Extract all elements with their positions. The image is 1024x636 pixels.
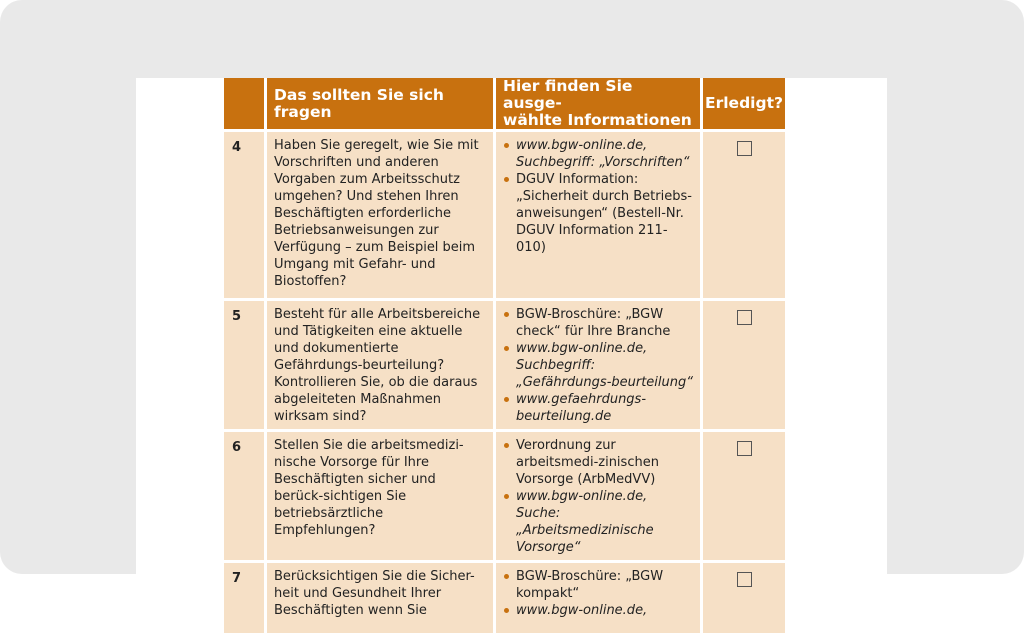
- header-info: [496, 78, 700, 132]
- row-question: Besteht für alle Arbeitsbereiche und Tätigkeiten eine aktuelle und dokumentierte Gefährdungs-beurteilung? Kontrollieren Sie, ob die daraus abgeleiteten Maßnahmen wirksam sind?: [267, 301, 493, 432]
- row-done: [703, 301, 785, 432]
- bullet-icon: [504, 574, 509, 579]
- bullet-icon: [504, 346, 509, 351]
- bullet-icon: [504, 494, 509, 499]
- info-link[interactable]: www.bgw-online.de, Suche: „Arbeitsmedizinische Vorsorge“: [516, 489, 654, 555]
- table-header-row: [224, 78, 785, 132]
- row-question: Haben Sie geregelt, wie Sie mit Vorschriften und anderen Vorgaben zum Arbeitsschutz umgehen? Und stehen Ihren Beschäftigten erforderliche Betriebsanweisungen zur Verfügung – zum Beispiel beim Umgang mit Gefahr- und Biostoffen?: [267, 132, 493, 301]
- info-item[interactable]: [502, 602, 694, 619]
- row-number: 5: [224, 301, 264, 432]
- info-link[interactable]: www.bgw-online.de,: [516, 603, 648, 618]
- bullet-icon: [504, 143, 509, 148]
- info-link[interactable]: www.bgw-online.de, Suchbegriff: „Gefährdungs-beurteilung“: [516, 341, 693, 390]
- document-page: [136, 77, 887, 618]
- row-info: [496, 563, 700, 636]
- bullet-icon: [504, 608, 509, 613]
- info-item[interactable]: [502, 137, 694, 171]
- info-item[interactable]: [502, 340, 694, 391]
- row-question: Berücksichtigen Sie die Sicher-heit und Gesundheit Ihrer Beschäftigten wenn Sie: [267, 563, 493, 636]
- row-number: 7: [224, 563, 264, 636]
- header-question: Das sollten Sie sich fragen: [267, 78, 493, 132]
- info-list: [502, 137, 694, 256]
- info-link[interactable]: www.bgw-online.de, Suchbegriff: „Vorschriften“: [516, 138, 690, 170]
- header-done: Erledigt?: [703, 78, 785, 132]
- info-text: Verordnung zur arbeitsmedi-zinischen Vorsorge (ArbMedVV): [516, 438, 659, 487]
- info-text: DGUV Information: „Sicherheit durch Betriebs-anweisungen“ (Bestell-Nr. DGUV Information 211-010): [516, 172, 692, 255]
- header-number-cell: [224, 78, 264, 132]
- done-checkbox[interactable]: [737, 141, 752, 156]
- info-item: [502, 568, 694, 602]
- row-question: Stellen Sie die arbeitsmedizi-nische Vorsorge für Ihre Beschäftigten sicher und berück-sichtigen Sie betriebsärztliche Empfehlungen?: [267, 432, 493, 563]
- done-checkbox[interactable]: [737, 441, 752, 456]
- bullet-icon: [504, 312, 509, 317]
- table-row: [224, 132, 785, 301]
- info-text: BGW-Broschüre: „BGW kompakt“: [516, 569, 664, 601]
- bullet-icon: [504, 177, 509, 182]
- table-row: [224, 301, 785, 432]
- bullet-icon: [504, 443, 509, 448]
- row-info: [496, 301, 700, 432]
- info-item[interactable]: [502, 391, 694, 425]
- info-item: [502, 306, 694, 340]
- row-info: [496, 432, 700, 563]
- info-list: [502, 437, 694, 556]
- info-item: [502, 437, 694, 488]
- info-link[interactable]: www.gefaehrdungs-beurteilung.de: [516, 392, 647, 424]
- table-row: [224, 432, 785, 563]
- row-number: 6: [224, 432, 264, 563]
- row-done: [703, 563, 785, 636]
- info-text: BGW-Broschüre: „BGW check“ für Ihre Branche: [516, 307, 671, 339]
- row-done: [703, 432, 785, 563]
- info-list: [502, 568, 694, 619]
- done-checkbox[interactable]: [737, 572, 752, 587]
- row-info: [496, 132, 700, 301]
- done-checkbox[interactable]: [737, 310, 752, 325]
- checklist-table: [221, 78, 788, 636]
- row-done: [703, 132, 785, 301]
- table-row: [224, 563, 785, 636]
- header-info-line1: Hier finden Sie ausge-: [503, 77, 633, 112]
- header-info-line2: wählte Informationen: [503, 111, 692, 129]
- row-number: 4: [224, 132, 264, 301]
- info-item[interactable]: [502, 488, 694, 556]
- info-item: [502, 171, 694, 256]
- bullet-icon: [504, 397, 509, 402]
- info-list: [502, 306, 694, 425]
